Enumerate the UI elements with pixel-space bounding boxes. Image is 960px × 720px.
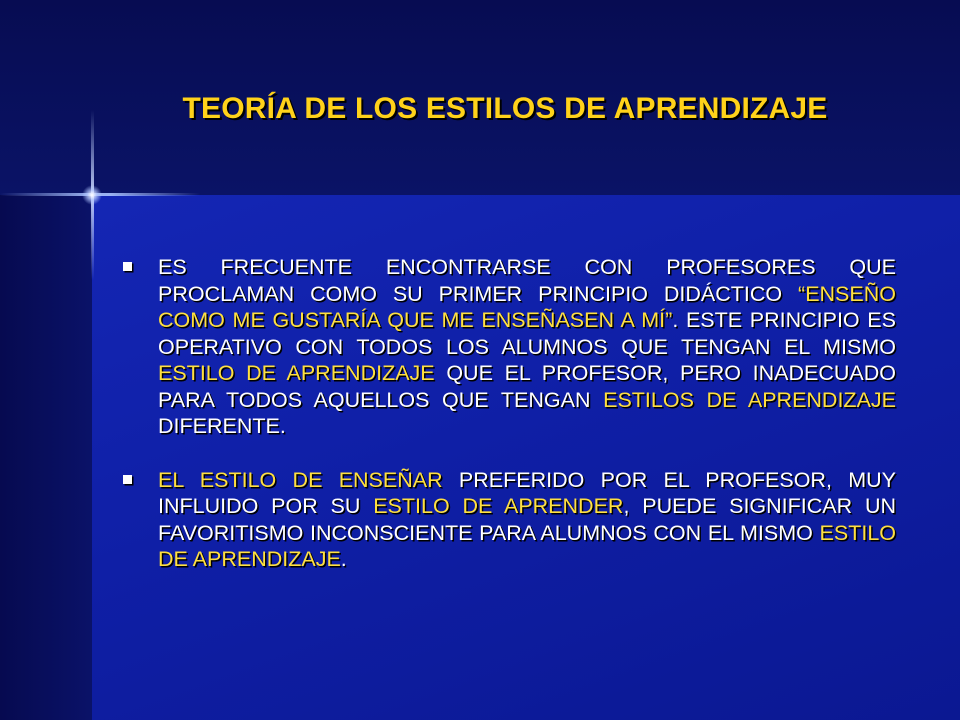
square-bullet-icon xyxy=(123,262,132,271)
bullet-list xyxy=(122,254,896,600)
sparkle-star-icon xyxy=(82,185,102,205)
bullet-2-text-2: , PUEDE SIGNIFICAR UN FAVORITISMO INCONSCIENTE PARA ALUMNOS CON EL MISMO xyxy=(158,494,897,545)
bullet-2-highlight-aprender: ESTILO DE APRENDER xyxy=(373,494,624,518)
slide-title: TEORÍA DE LOS ESTILOS DE APRENDIZAJE xyxy=(182,92,828,125)
bullet-1-highlight-estilos: ESTILOS DE APRENDIZAJE xyxy=(603,387,896,412)
bullet-1-text-3: QUE EL PROFESOR, PERO INADECUADO PARA TODOS AQUELLOS QUE TENGAN xyxy=(158,361,896,412)
bullet-2-highlight-ensenar: EL ESTILO DE ENSEÑAR xyxy=(158,467,443,492)
bullet-1-text-2: . ESTE PRINCIPIO ES OPERATIVO CON TODOS LOS ALUMNOS QUE TENGAN EL MISMO xyxy=(158,308,896,359)
left-band xyxy=(0,195,92,720)
bullet-2-text-1: PREFERIDO POR EL PROFESOR, MUY INFLUIDO POR SU xyxy=(158,467,896,518)
bullet-item-2 xyxy=(122,467,896,573)
bullet-2-highlight-aprendizaje: ESTILO DE APRENDIZAJE xyxy=(158,520,896,571)
bullet-2-text-3: . xyxy=(340,547,347,571)
square-bullet-icon xyxy=(123,475,132,484)
bullet-1-text-1: ES FRECUENTE ENCONTRARSE CON PROFESORES QUE PROCLAMAN COMO SU PRIMER PRINCIPIO DIDÁCTICO xyxy=(158,255,896,306)
bullet-1-text-4: DIFERENTE. xyxy=(158,414,286,438)
bullet-item-1 xyxy=(122,254,896,440)
bullet-1-highlight-quote: “ENSEÑO COMO ME GUSTARÍA QUE ME ENSEÑASEN A MÍ” xyxy=(158,281,896,332)
bullet-1-highlight-estilo: ESTILO DE APRENDIZAJE xyxy=(158,361,435,385)
